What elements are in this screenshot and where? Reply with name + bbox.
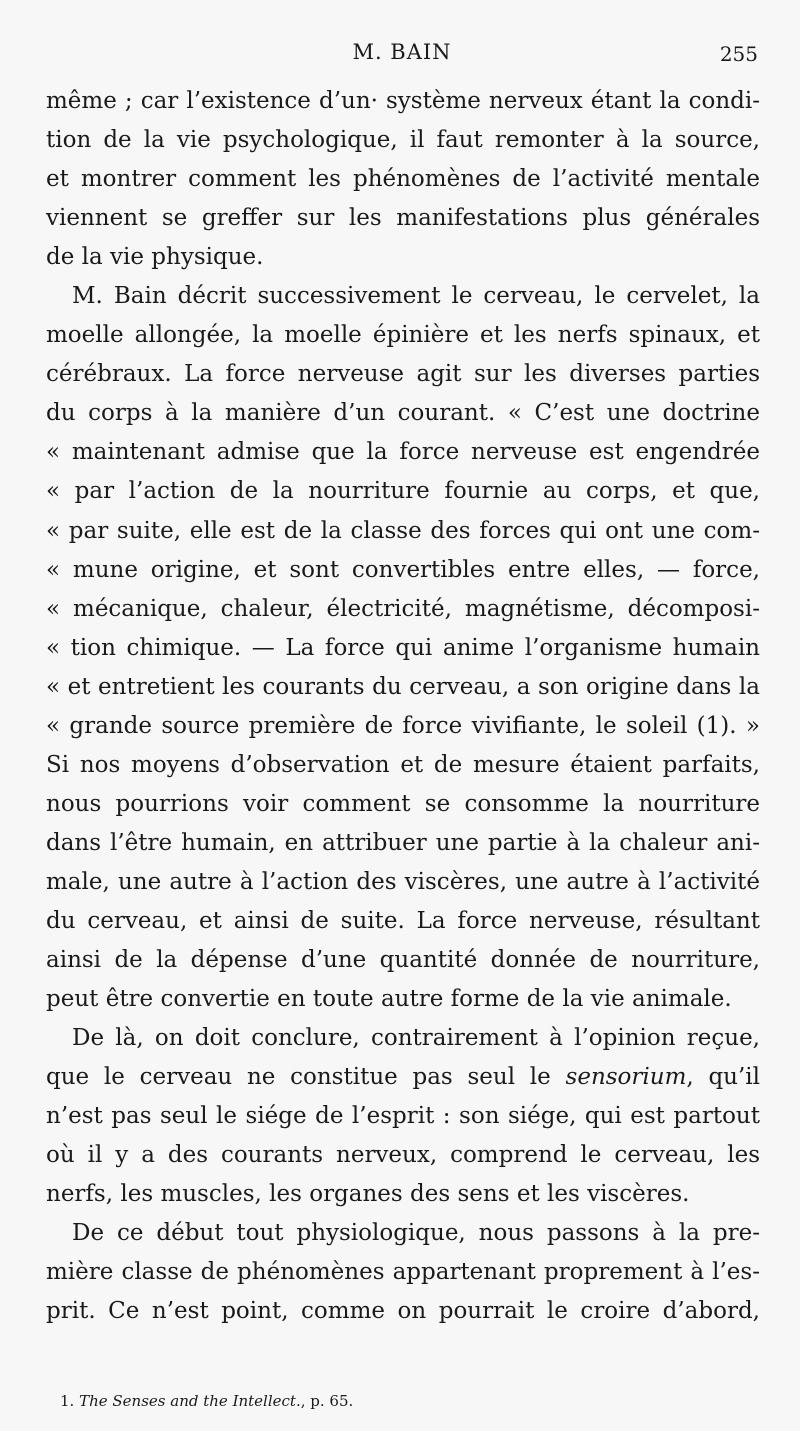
text-line: De là, on doit conclure, contrairement à l’opinion reçue, [72, 1025, 760, 1052]
footnote-number: 1. [60, 1392, 75, 1410]
text-line: viennent se greffer sur les manifestations plus générales [46, 205, 760, 232]
running-head [46, 40, 758, 72]
italic-term: sensorium [565, 1064, 687, 1091]
text-line: « grande source première de force vivifiante, le soleil (1). » [46, 712, 760, 739]
text-line: et montrer comment les phénomènes de l’activité mentale [46, 166, 760, 193]
text-line: tion de la vie psychologique, il faut remonter à la source, [46, 127, 760, 154]
text-line: moelle allongée, la moelle épinière et les nerfs spinaux, et [46, 322, 760, 349]
text-line: n’est pas seul le siége de l’esprit : son siége, qui est partout [46, 1103, 760, 1130]
text-line: « mécanique, chaleur, électricité, magnétisme, décomposi- [46, 595, 760, 622]
text-line: « tion chimique. — La force qui anime l’organisme humain [46, 634, 760, 661]
body-text [46, 82, 760, 1332]
text-line: où il y a des courants nerveux, comprend le cerveau, les [46, 1142, 760, 1169]
footnote [60, 1392, 353, 1410]
text-line: nous pourrions voir comment se consomme la nourriture [46, 790, 760, 817]
footnote-page-ref: , p. 65. [300, 1392, 354, 1410]
text-line: peut être convertie en toute autre forme de la vie animale. [46, 986, 732, 1013]
text-line: de la vie physique. [46, 244, 264, 271]
text-line: prit. Ce n’est point, comme on pourrait le croire d’abord, [46, 1298, 760, 1325]
text-line: du corps à la manière d’un courant. « C’est une doctrine [46, 400, 760, 427]
text-line: du cerveau, et ainsi de suite. La force nerveuse, résultant [46, 907, 760, 934]
text-line: même ; car l’existence d’un· système nerveux étant la condi- [46, 88, 760, 114]
text-line: M. Bain décrit successivement le cerveau, le cervelet, la [72, 283, 760, 310]
text-line: « et entretient les courants du cerveau, a son origine dans la [46, 673, 760, 700]
text-line: Si nos moyens d’observation et de mesure étaient parfaits, [46, 751, 760, 778]
text-line: dans l’être humain, en attribuer une partie à la chaleur ani- [46, 829, 760, 856]
text-line: « mune origine, et sont convertibles entre elles, — force, [46, 556, 760, 583]
text-line: « par suite, elle est de la classe des forces qui ont une com- [46, 517, 760, 544]
text-line: male, une autre à l’action des viscères, une autre à l’activité [46, 868, 760, 895]
running-title: M. BAIN [352, 40, 452, 64]
text-line: cérébraux. La force nerveuse agit sur les diverses parties [46, 361, 760, 388]
text-line: mière classe de phénomènes appartenant proprement à l’es- [46, 1259, 760, 1286]
text-line: ainsi de la dépense d’une quantité donnée de nourriture, [46, 947, 760, 974]
text-line: nerfs, les muscles, les organes des sens et les viscères. [46, 1181, 690, 1208]
footnote-title: The Senses and the Intellect. [79, 1392, 301, 1410]
text-line: « par l’action de la nourriture fournie au corps, et que, [46, 478, 760, 505]
text-line: De ce début tout physiologique, nous passons à la pre- [72, 1220, 760, 1247]
text-line: que le cerveau ne constitue pas seul le sensorium, qu’il [46, 1064, 761, 1091]
text-line: « maintenant admise que la force nerveuse est engendrée [46, 439, 760, 466]
page-number: 255 [719, 42, 758, 66]
